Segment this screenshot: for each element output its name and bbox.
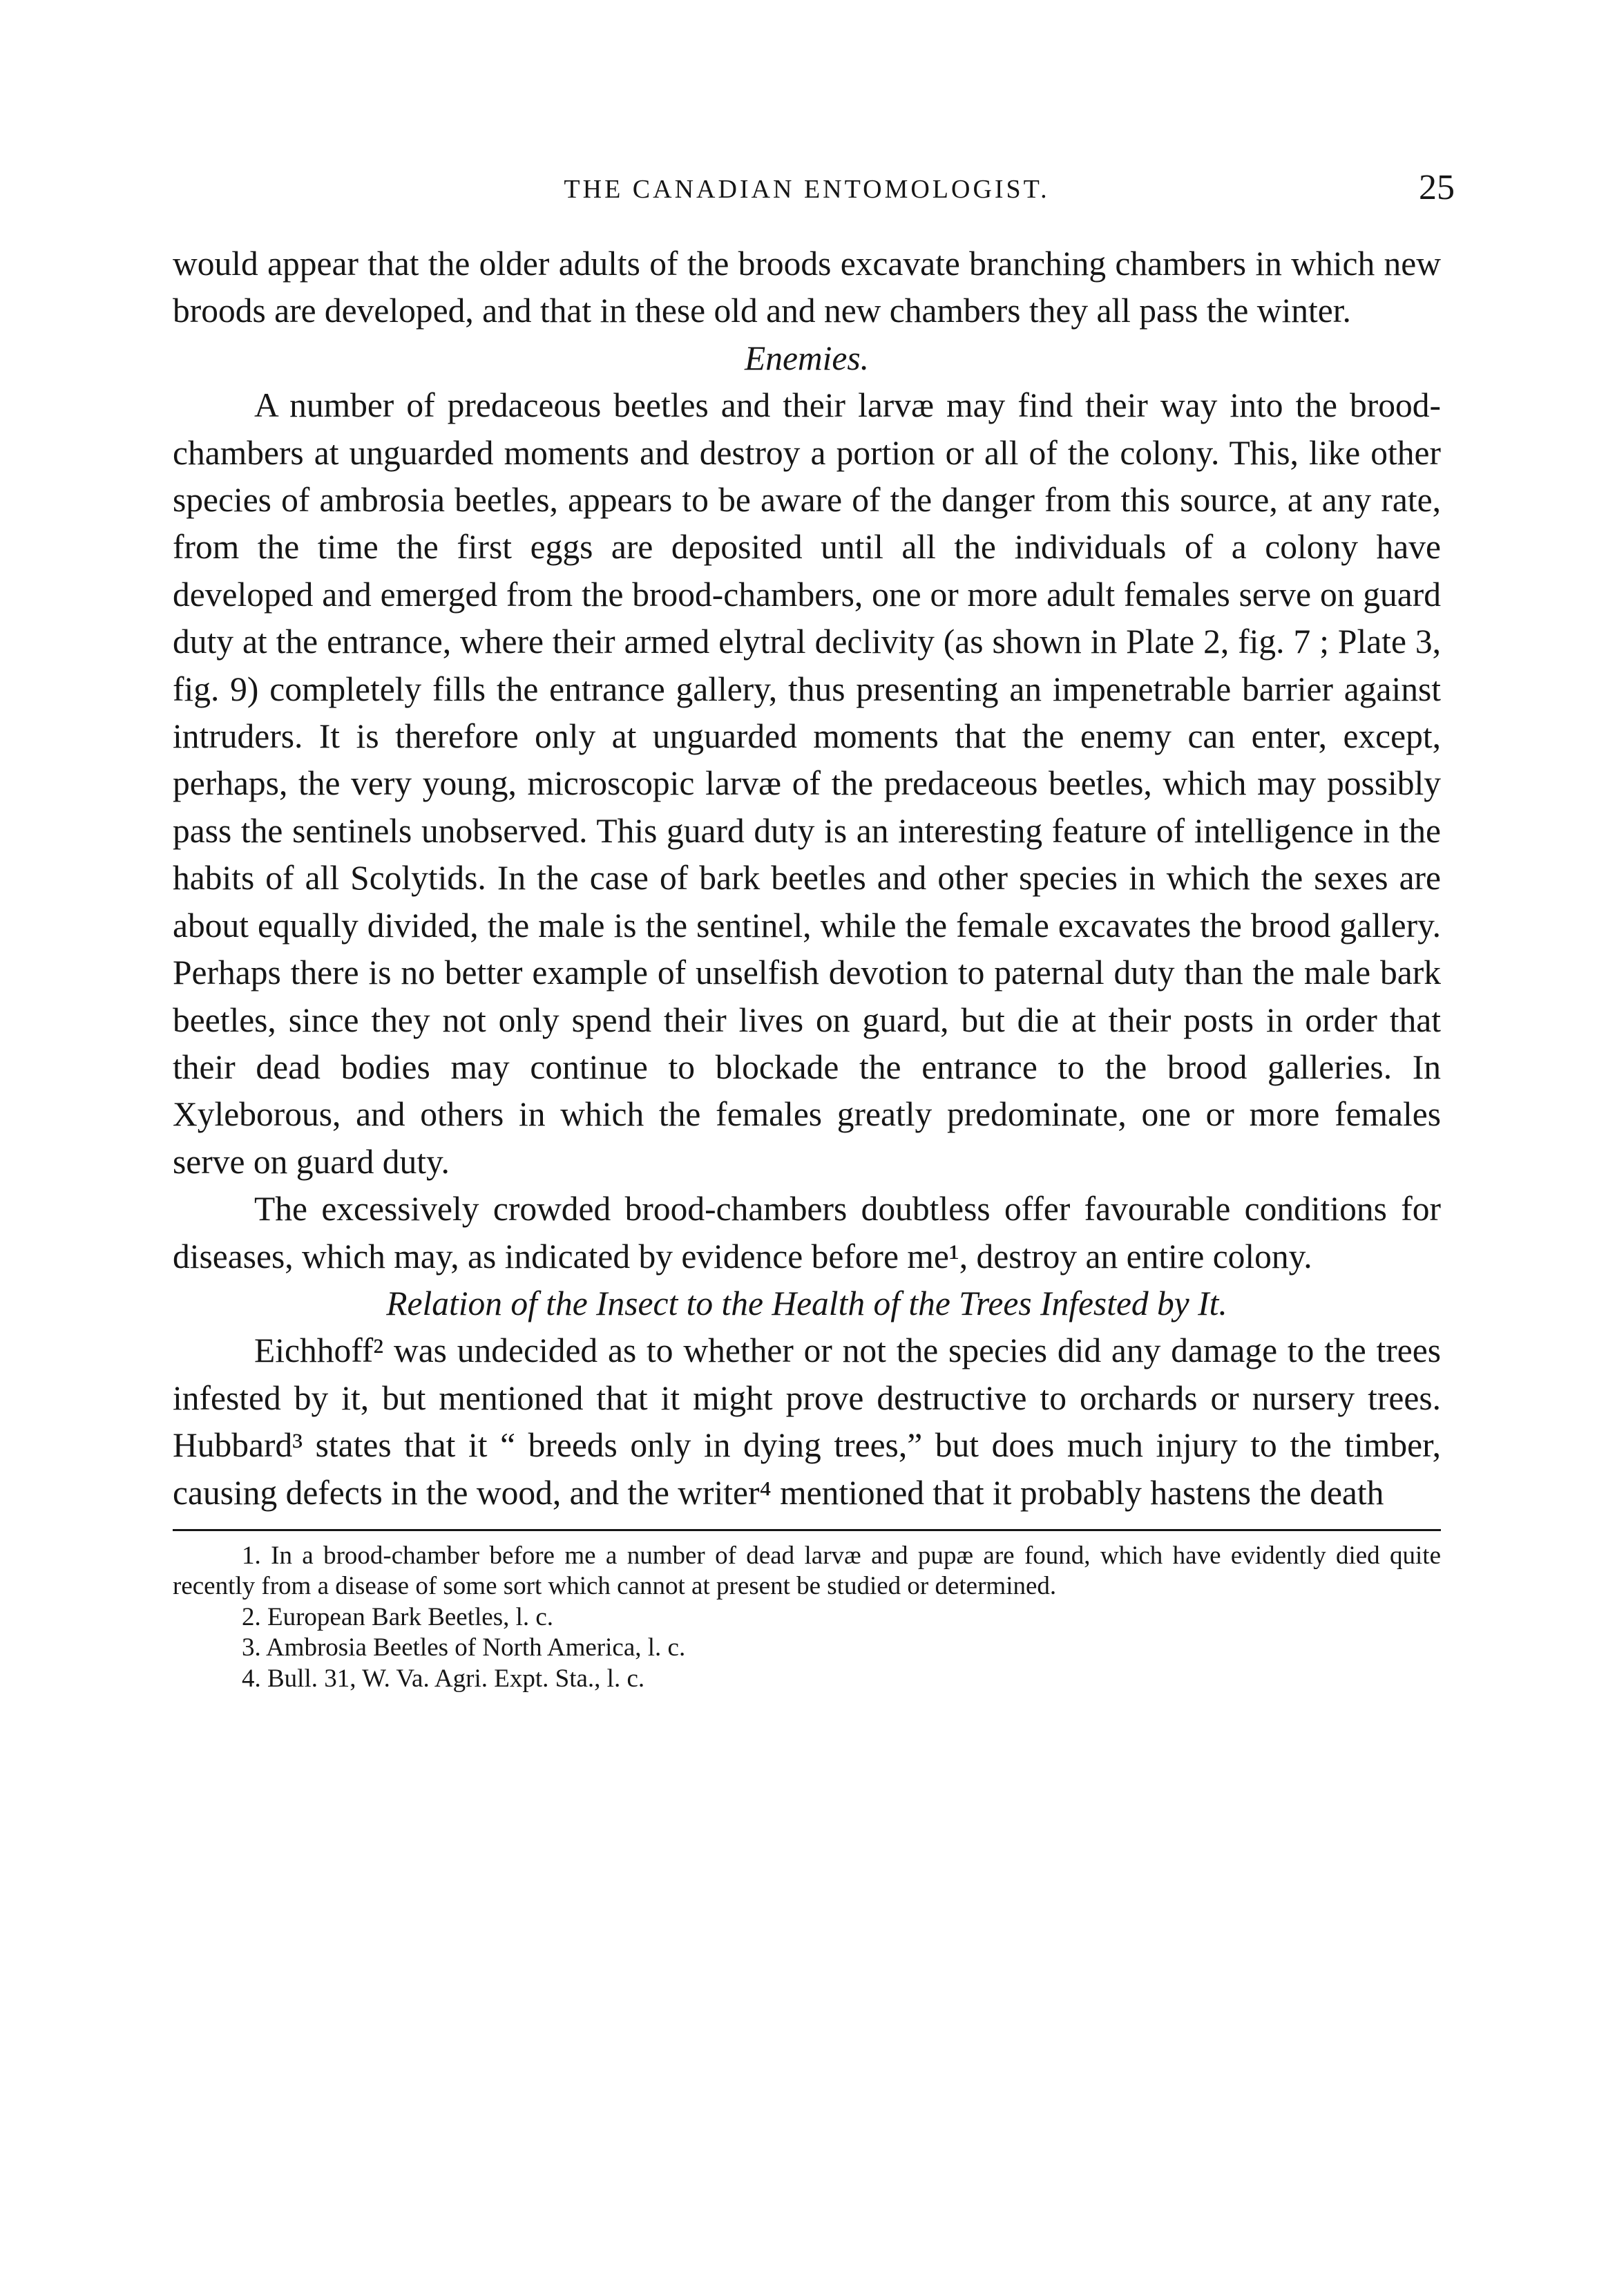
running-title: THE CANADIAN ENTOMOLOGIST. — [564, 175, 1050, 204]
section-heading-relation: Relation of the Insect to the Health of the Trees Infested by It. — [386, 1284, 1227, 1322]
footnotes — [173, 1541, 1441, 1695]
body-text — [173, 240, 1441, 1517]
footnote-2: 2. European Bark Beetles, l. c. — [242, 1602, 554, 1631]
footnote-divider — [173, 1529, 1441, 1531]
paragraph-enemies: A number of predaceous beetles and their larvæ may find their way into the brood-chambers at unguarded moments and destroy a portion or all of the colony. This, like other species of ambrosia beetles, appears to be aware of the danger from this source, at any rate, from the time the first eggs are deposited until all the individuals of a colony have developed and emerged from the brood-chambers, one or more adult females serve on guard duty at the entrance, where their armed elytral declivity (as shown in Plate 2, fig. 7 ; Plate 3, fig. 9) completely fills the entrance gallery, thus presenting an impenetrable barrier against intruders. It is therefore only at unguarded moments that the enemy can enter, except, perhaps, the very young, microscopic larvæ of the predaceous beetles, which may possibly pass the sentinels unobserved. This guard duty is an interesting feature of intelligence in the habits of all Scolytids. In the case of bark beetles and other species in which the sexes are about equally divided, the male is the sentinel, while the female excavates the brood gallery. Perhaps there is no better example of unselfish devotion to paternal duty than the male bark beetles, since they not only spend their lives on guard, but die at their posts in order that their dead bodies may continue to blockade the entrance to the brood galleries. In Xyleborous, and others in which the females greatly predominate, one or more females serve on guard duty. — [173, 386, 1441, 1181]
document-page — [173, 166, 1455, 1694]
running-header — [173, 166, 1455, 221]
paragraph-diseases: The excessively crowded brood-chambers doubtless offer favourable conditions for diseases, which may, as indicated by evidence before me¹, destroy an entire colony. — [173, 1190, 1441, 1275]
footnote-1: 1. In a brood-chamber before me a number of dead larvæ and pupæ are found, which have evidently died quite recently from a disease of some sort which cannot at present be studied or determined. — [173, 1541, 1441, 1601]
paragraph-continuation: would appear that the older adults of the broods excavate branching chambers in which new broods are developed, and that in these old and new chambers they all pass the winter. — [173, 245, 1441, 330]
page-number: 25 — [1419, 168, 1455, 207]
footnote-3: 3. Ambrosia Beetles of North America, l. c. — [242, 1633, 686, 1662]
footnote-4: 4. Bull. 31, W. Va. Agri. Expt. Sta., l. c. — [242, 1664, 645, 1693]
section-heading-enemies: Enemies. — [744, 339, 870, 377]
paragraph-relation: Eichhoff² was undecided as to whether or not the species did any damage to the trees infested by it, but mentioned that it might prove destructive to orchards or nursery trees. Hubbard³ states that it “ breeds only in dying trees,” but does much injury to the timber, causing defects in the wood, and the writer⁴ mentioned that it probably hastens the death — [173, 1331, 1441, 1512]
